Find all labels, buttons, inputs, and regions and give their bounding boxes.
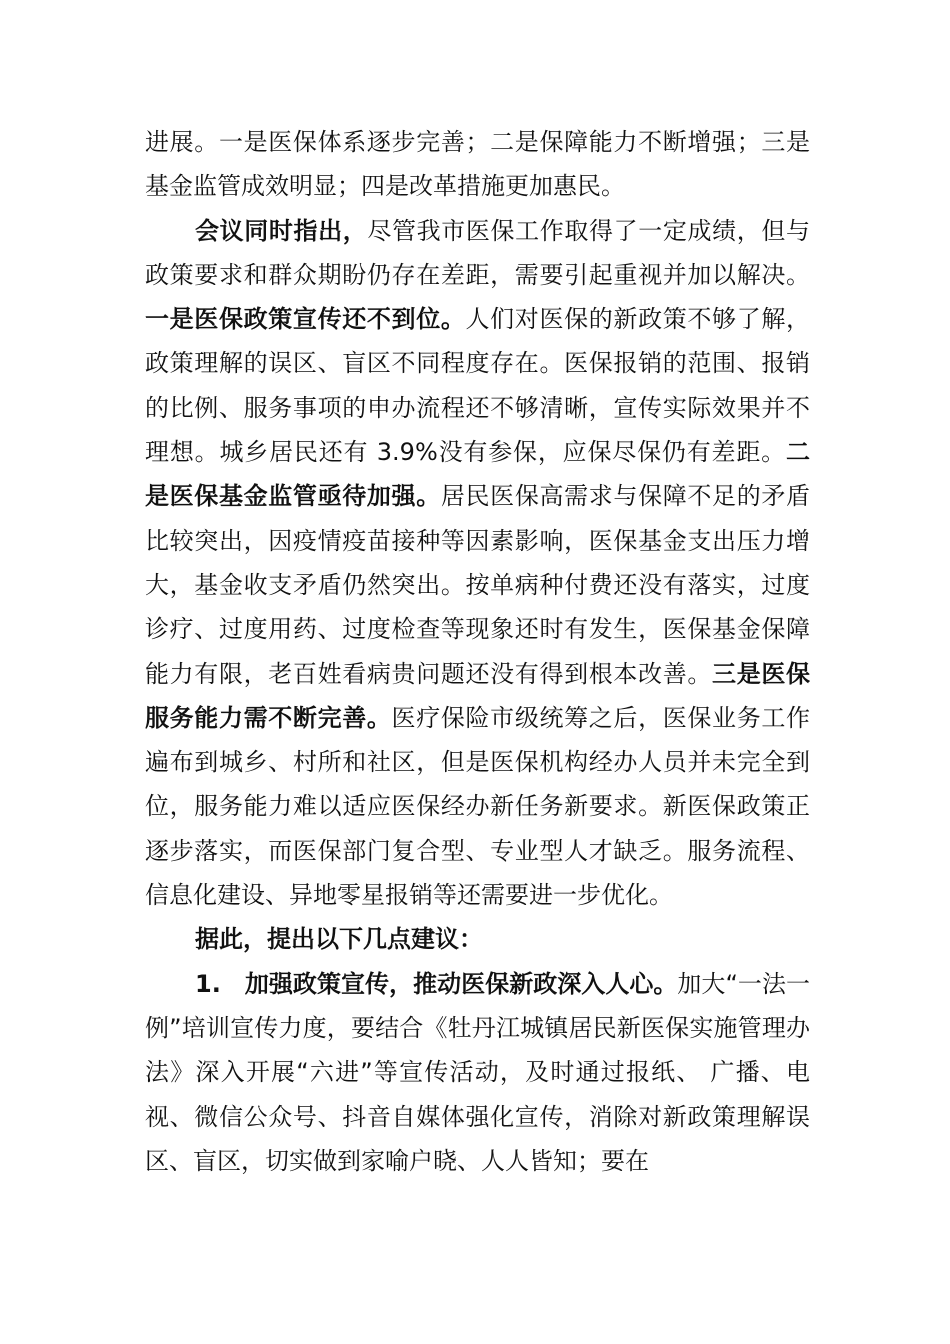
problem-text-1: 人们对医保的新政策不够了解，政策理解的误区、盲区不同程度存在。医保报销的范围、报销的比例、服务事项的申办流程还不够清晰，宣传实际效果并不理想。城乡居民还有 3.9%没有参保，应保尽保仍有差距。 [145, 305, 810, 467]
problem-text-2: 居民医保高需求与保障不足的矛盾比较突出，因疫情疫苗接种等因素影响，医保基金支出压力增大，基金收支矛盾仍然突出。按单病种付费还没有落实，过度诊疗、过度用药、过度检查等现象还时有发生，医保基金保障能力有限，老百姓看病贵问题还没有得到根本改善。 [145, 482, 811, 688]
problem-text-3: 医疗保险市级统筹之后，医保业务工作遍布到城乡、村所和社区，但是医保机构经办人员并未完全到位，服务能力难以适应医保经办新任务新要求。新医保政策正逐步落实，而医保部门复合型、专业型人才缺乏。服务流程、信息化建设、异地零星报销等还需要进一步优化。 [145, 703, 811, 910]
paragraph-lead: 会议同时指出， [195, 216, 368, 245]
paragraph-text: 尽管我市医保工作取得了一定成绩，但与政策要求和群众期盼仍存在差距，需要引起重视并加以解决。 [145, 216, 810, 289]
problem-heading-3: 三是医保服务能力需不断完善。 [145, 659, 811, 732]
suggestion-1-text: 加大“一法一例”培训宣传力度，要结合《牡丹江城镇居民新医保实施管理办法》深入开展“六进”等宣传活动，及时通过报纸、 广播、电视、微信公众号、抖音自媒体强化宣传，消除对新政策理解误区、盲区，切实做到家喻户晓、人人皆知；要在 [145, 969, 810, 1175]
suggestions-intro: 据此，提出以下几点建议： [195, 925, 483, 954]
suggestion-1 [145, 962, 810, 1183]
problem-heading-1: 一是医保政策宣传还不到位。 [145, 305, 466, 334]
suggestion-1-heading: 1. 加强政策宣传，推动医保新政深入人心。 [195, 969, 678, 998]
document-body [145, 120, 810, 1183]
paragraph-progress: 进展。一是医保体系逐步完善；二是保障能力不断增强；三是基金监管成效明显；四是改革措施更加惠民。 [145, 128, 810, 201]
paragraph-problems [145, 209, 810, 918]
problem-heading-2: 二是医保基金监管亟待加强。 [145, 438, 810, 511]
